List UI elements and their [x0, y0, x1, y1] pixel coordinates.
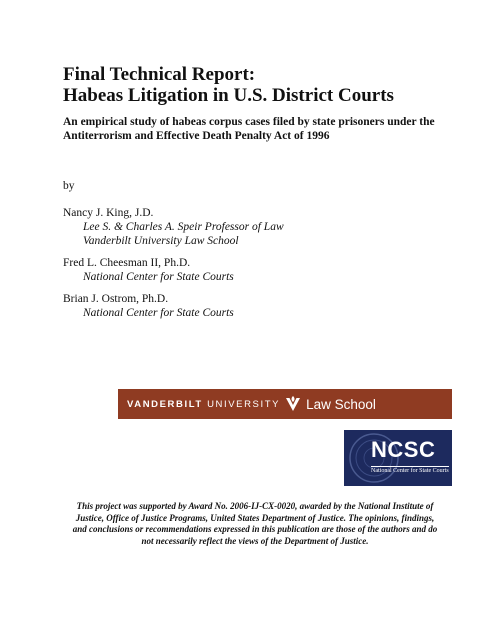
title-line-1: Final Technical Report:	[63, 64, 256, 85]
ncsc-logo	[344, 430, 452, 486]
by-label: by	[63, 180, 75, 192]
author-affiliation: National Center for State Courts	[83, 271, 234, 283]
law-school-label: Law School	[306, 396, 376, 412]
author-affiliation: Lee S. & Charles A. Speir Professor of Law	[83, 221, 284, 233]
author-affiliation: National Center for State Courts	[83, 307, 234, 319]
vanderbilt-wordmark	[127, 399, 280, 410]
vanderbilt-law-school-logo	[118, 389, 452, 419]
report-title	[63, 64, 463, 106]
funding-statement: This project was supported by Award No. 2006-IJ-CX-0020, awarded by the National Institute of Justice, Office of Justice Programs, United States Department of Justice. The opinions, findings, and conclusions or recommendations expressed in this publication are those of the authors and do not necessarily reflect the views of the Department of Justice.	[72, 501, 438, 546]
oak-leaf-v-icon	[284, 395, 302, 413]
report-subtitle: An empirical study of habeas corpus cases filed by state prisoners under the Antiterrorism and Effective Death Penalty Act of 1996	[63, 116, 435, 142]
ncsc-full-name: National Center for State Courts	[371, 468, 449, 474]
author-king	[63, 206, 284, 248]
author-name: Fred L. Cheesman II, Ph.D.	[63, 257, 191, 269]
ncsc-abbreviation: NCSC	[371, 437, 436, 462]
author-ostrom	[63, 292, 234, 320]
vanderbilt-name-bold: VANDERBILT	[127, 398, 203, 410]
author-affiliation: Vanderbilt University Law School	[83, 235, 239, 247]
author-name: Brian J. Ostrom, Ph.D.	[63, 293, 169, 305]
title-line-2: Habeas Litigation in U.S. District Courts	[63, 85, 394, 106]
author-cheesman	[63, 256, 234, 284]
author-name: Nancy J. King, J.D.	[63, 207, 154, 219]
vanderbilt-name-thin: UNIVERSITY	[207, 398, 281, 410]
